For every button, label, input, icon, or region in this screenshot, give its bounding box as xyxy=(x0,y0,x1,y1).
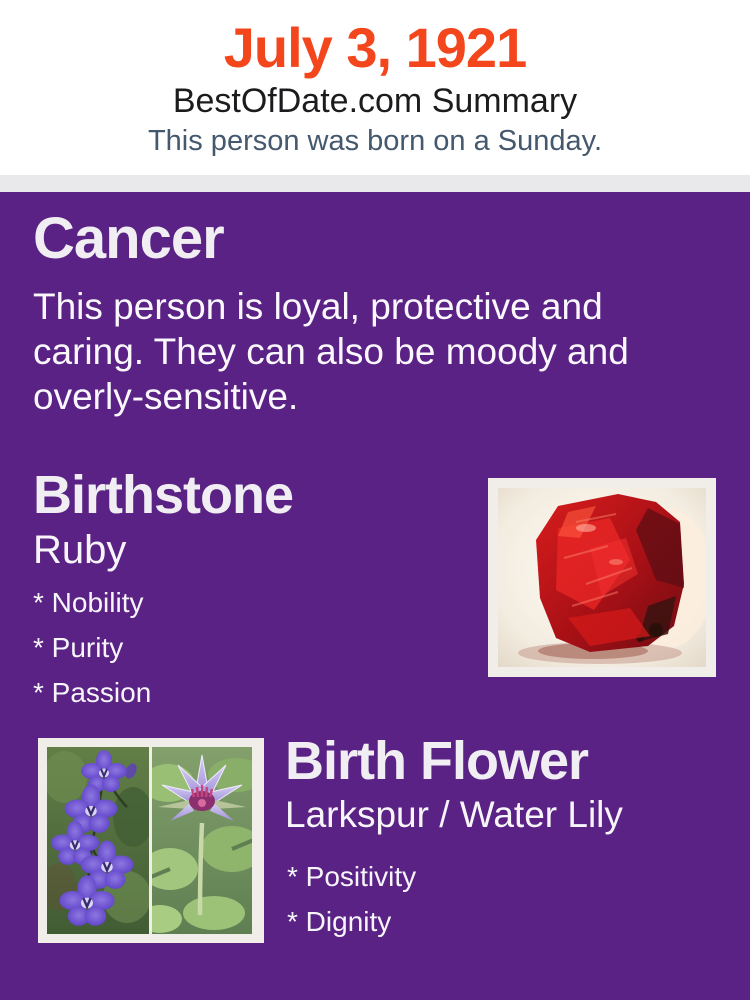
water-lily-image xyxy=(152,747,252,934)
birthstone-trait: * Nobility xyxy=(33,587,144,618)
birth-flower-photos xyxy=(38,738,264,943)
divider-bar xyxy=(0,175,750,192)
ruby-gemstone-image xyxy=(498,488,706,667)
born-day-line: This person was born on a Sunday. xyxy=(147,125,603,157)
birthstone-section xyxy=(33,464,293,715)
birth-flower-trait-list xyxy=(287,854,623,944)
date-title: July 3, 1921 xyxy=(223,16,527,79)
birthstone-trait: * Passion xyxy=(33,677,152,708)
header xyxy=(0,0,750,175)
larkspur-image xyxy=(47,747,149,934)
birth-flower-trait: * Positivity xyxy=(287,861,417,892)
birth-flower-trait: * Dignity xyxy=(287,906,392,937)
summary-panel xyxy=(0,192,750,1000)
site-summary-line: BestOfDate.com Summary xyxy=(172,82,578,120)
ruby-photo xyxy=(488,478,716,677)
zodiac-sign-heading: Cancer xyxy=(33,206,224,271)
birthstone-heading: Birthstone xyxy=(33,465,293,525)
birth-flower-heading: Birth Flower xyxy=(285,731,589,791)
birth-flower-section xyxy=(285,730,623,944)
birthstone-name: Ruby xyxy=(33,528,127,572)
birthstone-trait: * Purity xyxy=(33,632,124,663)
birth-flower-name: Larkspur / Water Lily xyxy=(285,794,623,835)
zodiac-description: This person is loyal, protective and caring. They can also be moody and overly-sensitive. xyxy=(33,286,629,417)
birthstone-trait-list xyxy=(33,580,293,715)
